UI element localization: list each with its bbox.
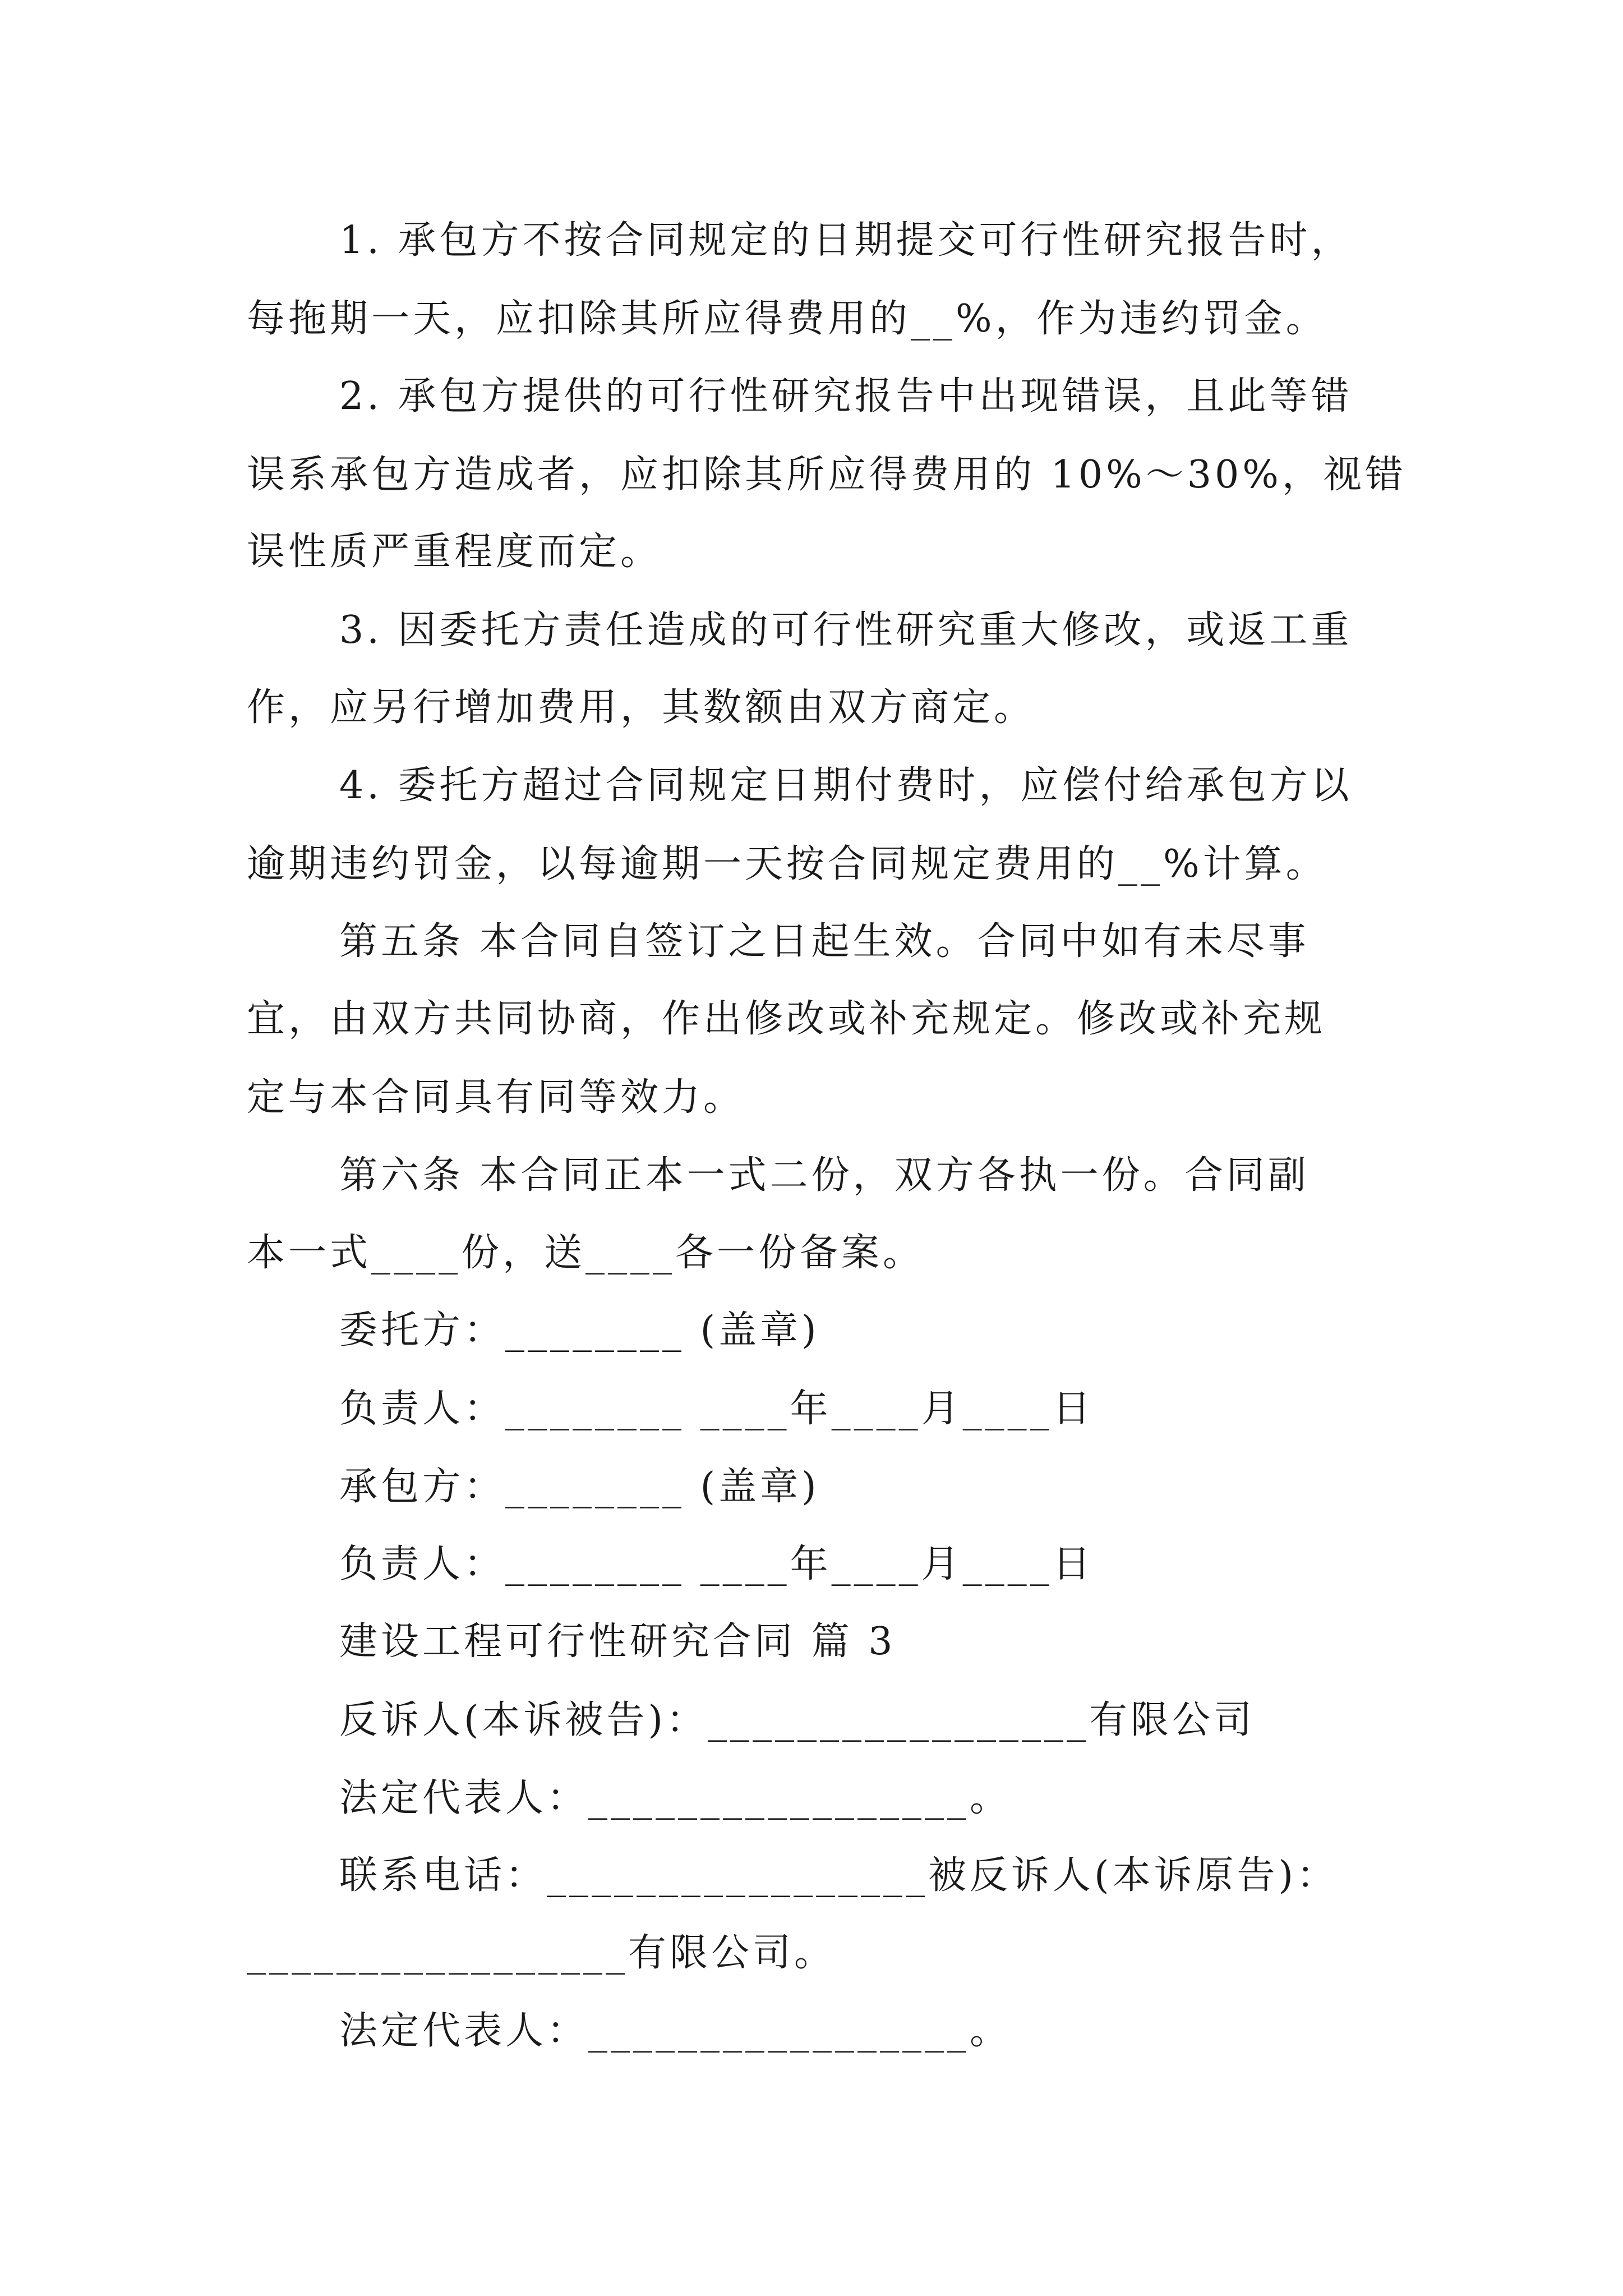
- article-5-line-3: 定与本合同具有同等效力。: [247, 1075, 745, 1120]
- signature-client-person: 负责人：________ ____年____月____日: [339, 1387, 1094, 1431]
- clause-2-line-3: 误性质严重程度而定。: [247, 530, 662, 574]
- counterclaim-defendant: 反诉人(本诉被告)：_________________有限公司: [339, 1698, 1256, 1742]
- signature-contractor: 承包方：________ (盖章): [339, 1465, 820, 1509]
- counterclaim-legal-rep: 法定代表人：_________________。: [339, 1776, 1012, 1820]
- counterclaim-legal-rep-2: 法定代表人：_________________。: [339, 2009, 1012, 2053]
- clause-3-line-2: 作，应另行增加费用，其数额由双方商定。: [247, 685, 1036, 730]
- article-6-line-2: 本一式____份，送____各一份备案。: [247, 1231, 925, 1275]
- counterclaim-phone: 联系电话：_________________被反诉人(本诉原告)：: [339, 1853, 1339, 1898]
- clause-4-line-1: 4. 委托方超过合同规定日期付费时，应偿付给承包方以: [339, 763, 1353, 808]
- clause-2-line-1: 2. 承包方提供的可行性研究报告中出现错误，且此等错: [339, 374, 1353, 418]
- counterclaim-plaintiff-company: _________________有限公司。: [247, 1931, 836, 1975]
- section-title: 建设工程可行性研究合同 篇 3: [339, 1619, 896, 1664]
- article-5-line-2: 宜，由双方共同协商，作出修改或补充规定。修改或补充规: [247, 997, 1326, 1041]
- article-6-line-1: 第六条 本合同正本一式二份，双方各执一份。合同副: [339, 1153, 1310, 1198]
- clause-3-line-1: 3. 因委托方责任造成的可行性研究重大修改，或返工重: [339, 608, 1353, 652]
- clause-2-line-2: 误系承包方造成者，应扣除其所应得费用的 10%～30%，视错: [247, 453, 1407, 497]
- clause-1-line-1: 1. 承包方不按合同规定的日期提交可行性研究报告时，: [339, 218, 1353, 263]
- article-5-line-1: 第五条 本合同自签订之日起生效。合同中如有未尽事: [339, 919, 1310, 964]
- clause-4-line-2: 逾期违约罚金，以每逾期一天按合同规定费用的__%计算。: [247, 842, 1327, 886]
- signature-client: 委托方：________ (盖章): [339, 1308, 820, 1352]
- signature-contractor-person: 负责人：________ ____年____月____日: [339, 1542, 1094, 1586]
- clause-1-line-2: 每拖期一天，应扣除其所应得费用的__%，作为违约罚金。: [247, 297, 1327, 341]
